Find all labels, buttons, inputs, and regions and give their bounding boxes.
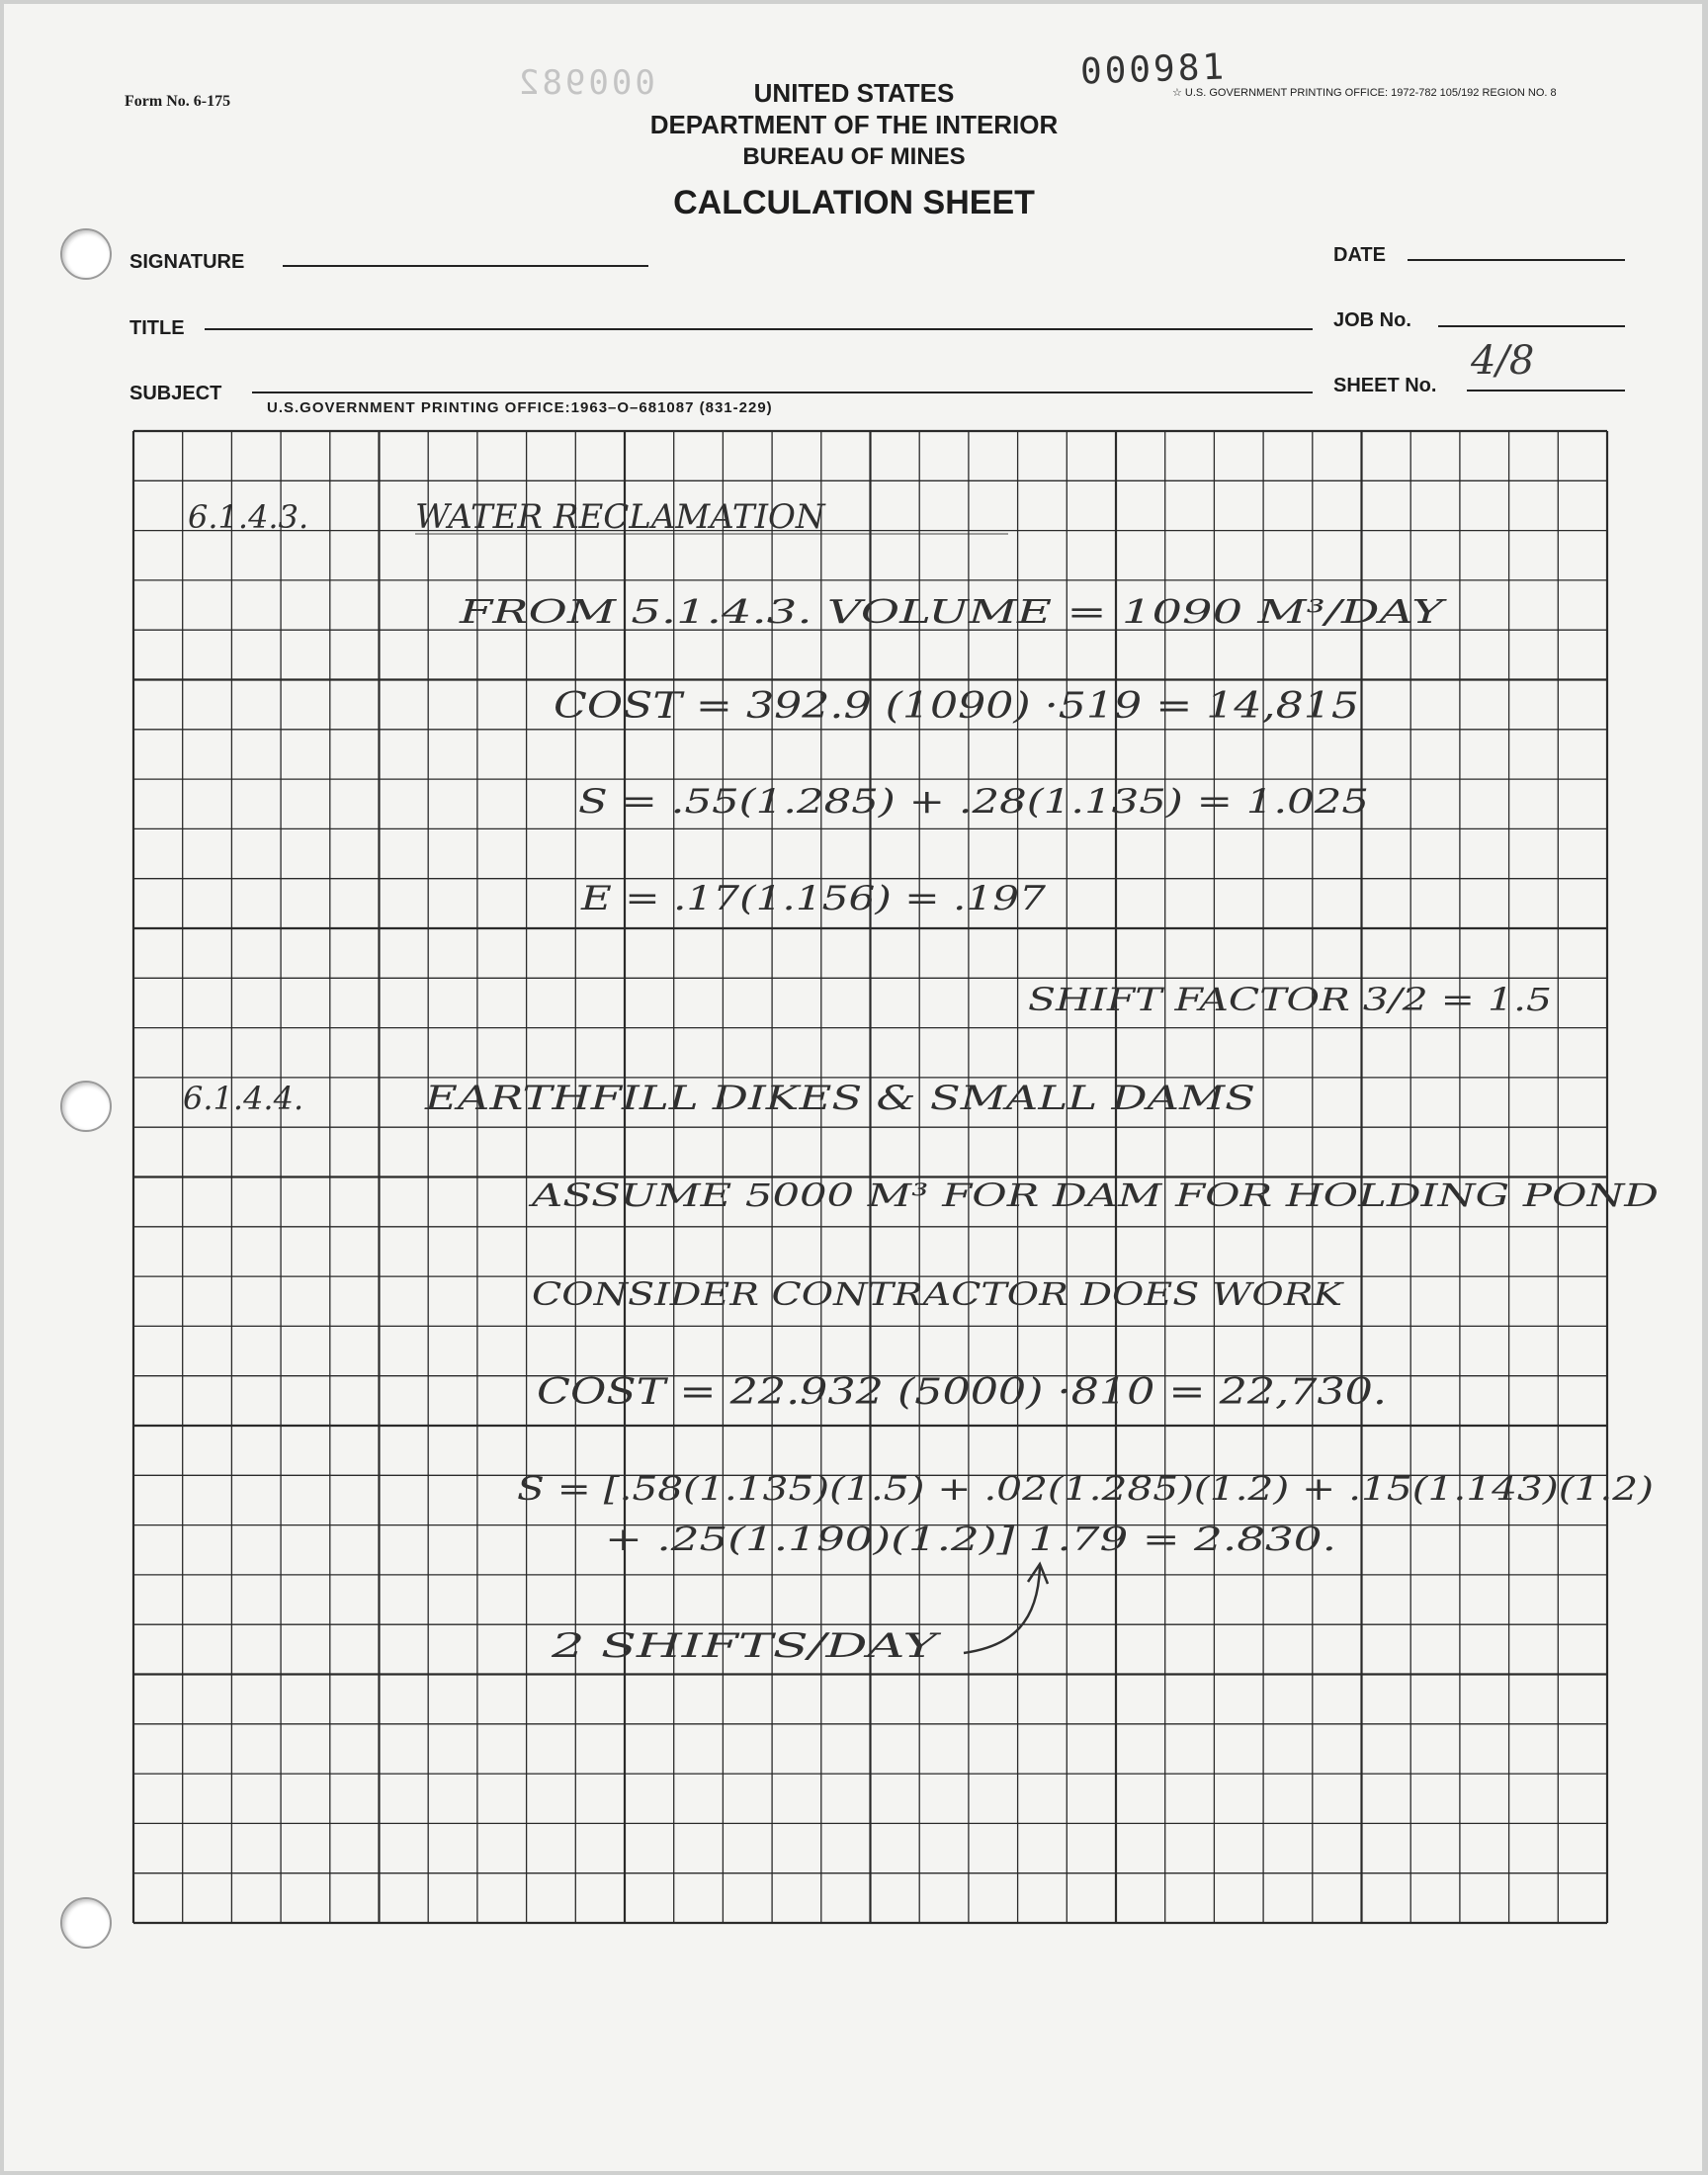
note-s2-s-line2: + .25(1.190)(1.2)] 1.79 = 2.830.: [605, 1520, 1336, 1558]
document-number-bleedthrough: 000982: [516, 63, 655, 103]
header-bureau: BUREAU OF MINES: [742, 143, 966, 170]
title-label: TITLE: [129, 317, 185, 339]
note-s1-from: FROM 5.1.4.3. VOLUME = 1090 M³/DAY: [458, 592, 1448, 631]
note-s2-assume: ASSUME 5000 M³ FOR DAM FOR HOLDING POND: [527, 1176, 1659, 1214]
note-s1-heading-number: 6.1.4.3.: [188, 498, 309, 536]
signature-label: SIGNATURE: [129, 251, 245, 273]
note-s2-heading-number: 6.1.4.4.: [183, 1080, 304, 1117]
note-s1-e: E = .17(1.156) = .197: [579, 879, 1047, 918]
document-number-stamp: 000981: [1079, 46, 1228, 93]
page-title: CALCULATION SHEET: [673, 184, 1035, 221]
header-united-states: UNITED STATES: [753, 78, 955, 108]
gpo-imprint-top: ☆ U.S. GOVERNMENT PRINTING OFFICE: 1972-782 105/192 REGION NO. 8: [1172, 87, 1557, 99]
sheet-number-value: 4/8: [1471, 338, 1535, 384]
gpo-imprint-subject: U.S.GOVERNMENT PRINTING OFFICE:1963–O–681087 (831-229): [267, 399, 773, 416]
note-s1-shift-factor: SHIFT FACTOR 3/2 = 1.5: [1028, 981, 1552, 1018]
header-department: DEPARTMENT OF THE INTERIOR: [649, 110, 1059, 139]
note-s2-heading-text: EARTHFILL DIKES & SMALL DAMS: [423, 1079, 1255, 1118]
handwritten-notes: [183, 497, 1659, 1666]
sheet-no-label: SHEET No.: [1333, 375, 1437, 396]
note-s2-consider: CONSIDER CONTRACTOR DOES WORK: [532, 1275, 1345, 1313]
note-s1-heading-text: WATER RECLAMATION: [415, 497, 825, 537]
form-number: Form No. 6-175: [125, 93, 231, 110]
note-s1-cost: COST = 392.9 (1090) ·519 = 14,815: [554, 686, 1359, 727]
job-no-label: JOB No.: [1333, 309, 1411, 331]
note-s1-s: S = .55(1.285) + .28(1.135) = 1.025: [578, 782, 1369, 822]
subject-label: SUBJECT: [129, 383, 222, 404]
date-label: DATE: [1333, 244, 1386, 266]
note-s2-cost: COST = 22.932 (5000) ·810 = 22,730.: [537, 1372, 1387, 1413]
note-s2-s-line1: S = [.58(1.135)(1.5) + .02(1.285)(1.2) + .15(1.143)(1.2): [517, 1469, 1654, 1508]
note-s2-shifts-per-day: 2 SHIFTS/DAY: [550, 1626, 943, 1666]
